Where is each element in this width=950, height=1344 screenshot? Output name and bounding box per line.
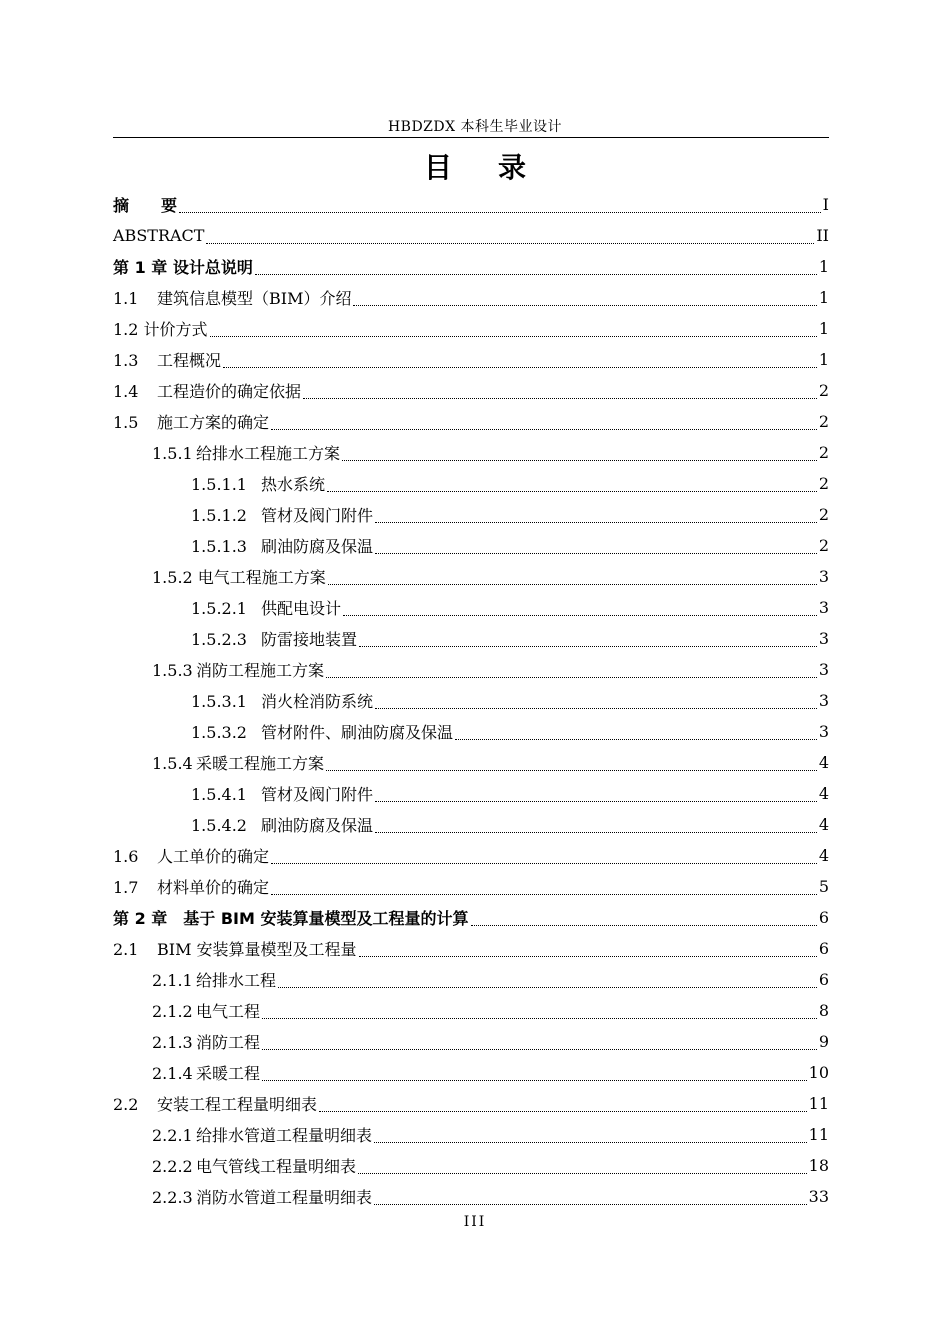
toc-entry-label: 给排水工程施工方案 [196,444,341,463]
running-header: HBDZDX 本科生毕业设计 [387,119,563,135]
dot-leader [455,729,817,740]
toc-entry-label: 工程造价的确定依据 [157,382,302,401]
toc-entry-page: 2 [818,536,829,555]
toc-entry-label: 消防水管道工程量明细表 [196,1188,373,1207]
toc-entry-page: 3 [818,567,829,586]
dot-leader [319,1101,807,1112]
toc-entry-label: 1.5.2 电气工程施工方案 [152,568,326,587]
toc-entry-number: 1.5.2.1 [191,599,247,618]
toc-entry-title [191,689,373,712]
toc-entry-title [152,441,340,464]
toc-entry-label: 消防工程 [196,1033,261,1052]
toc-entry-page: 1 [818,257,829,276]
dot-leader [210,326,817,337]
toc-entry-number: 1.5.4.2 [191,816,247,835]
toc-entry[interactable] [113,530,829,561]
toc-entry-label: 供配电设计 [261,599,342,618]
toc-entry-title [191,596,341,619]
toc-entry[interactable] [113,933,829,964]
toc-entry-title [113,348,221,371]
toc-entry-title [191,534,373,557]
dot-leader [271,419,817,430]
toc-entry-title [113,937,357,960]
toc-entry-label: 施工方案的确定 [157,413,270,432]
toc-entry-label: 1.2 计价方式 [113,320,208,339]
toc-entry[interactable] [113,809,829,840]
dot-leader [375,698,817,709]
toc-entry-number: 1.5.1.2 [191,506,247,525]
toc-entry[interactable] [113,1119,829,1150]
toc-entry-number: 1.5.3.2 [191,723,247,742]
toc-entry[interactable] [113,499,829,530]
toc-entry-page: 4 [818,846,829,865]
toc-entry-title [191,627,357,650]
toc-entry[interactable] [113,902,829,933]
toc-entry-title [191,503,373,526]
dot-leader [375,543,817,554]
page-title [0,146,950,186]
toc-entry-number: 1.5.4 [152,754,193,773]
toc-entry-number: 1.5.2.3 [191,630,247,649]
toc-entry-page: 5 [818,877,829,896]
toc-entry-page: 33 [808,1187,829,1206]
toc-entry-title [113,1092,317,1115]
toc-entry-number: 1.5.1 [152,444,193,463]
toc-entry-page: 6 [818,908,829,927]
toc-entry-title [152,1185,372,1208]
toc-entry-number: 1.5.1.1 [191,475,247,494]
toc-entry-title [152,658,324,681]
toc-entry-title [152,968,276,991]
toc-entry-page: 3 [818,691,829,710]
dot-leader [327,481,817,492]
toc-entry-page: 1 [818,319,829,338]
toc-entry[interactable] [113,778,829,809]
toc-entry-number: 1.6 [113,847,139,866]
dot-leader [326,760,817,771]
dot-leader [303,388,817,399]
toc-entry-page: 11 [808,1094,829,1113]
toc-entry-page: 4 [818,753,829,772]
toc-entry-number: 2.2.1 [152,1126,193,1145]
toc-entry[interactable] [113,964,829,995]
toc-entry-page: 11 [808,1125,829,1144]
toc-entry-label: 采暖工程施工方案 [196,754,325,773]
toc-entry-title [113,875,269,898]
dot-leader [358,1163,807,1174]
toc-entry-title [113,193,177,216]
toc-entry-title [191,813,373,836]
toc-entry-page: 1 [818,288,829,307]
toc-entry-title [113,286,351,309]
toc-entry[interactable] [113,840,829,871]
toc-entry-title [152,1154,356,1177]
toc-entry-title [152,1030,260,1053]
toc-entry-label: 刷油防腐及保温 [261,537,374,556]
toc-entry-label: 第 2 章 基于 BIM 安装算量模型及工程量的计算 [113,909,469,928]
toc-entry-page: 9 [818,1032,829,1051]
toc-entry-label: 工程概况 [157,351,222,370]
toc-entry[interactable] [113,1026,829,1057]
toc-entry-number: 1.5.4.1 [191,785,247,804]
toc-entry-page: 4 [818,784,829,803]
toc-entry-title [191,472,325,495]
toc-entry-page: II [816,226,829,245]
toc-entry-number: 1.1 [113,289,139,308]
toc-entry-number: 2.1.2 [152,1002,193,1021]
toc-entry[interactable] [113,220,829,251]
toc-entry[interactable] [113,189,829,220]
dot-leader [375,512,817,523]
toc-entry-label: 人工单价的确定 [157,847,270,866]
toc-entry[interactable] [113,747,829,778]
dot-leader [359,946,817,957]
toc-entry[interactable] [113,716,829,747]
toc-entry[interactable] [113,282,829,313]
dot-leader [255,264,817,275]
toc-entry[interactable] [113,561,829,592]
toc-entry[interactable] [113,375,829,406]
toc-entry-number: 2.2.2 [152,1157,193,1176]
toc-entry[interactable] [113,1181,829,1212]
toc-entry[interactable] [113,1057,829,1088]
toc-entry-title [113,379,301,402]
toc-entry-label: 采暖工程 [196,1064,261,1083]
toc-entry-title [113,844,269,867]
dot-leader [374,1194,807,1205]
toc-entry-number: 1.5 [113,413,139,432]
toc-entry-title [152,1061,260,1084]
toc-entry-number: 1.5.1.3 [191,537,247,556]
toc-entry-page: 3 [818,598,829,617]
dot-leader [471,915,817,926]
toc-entry-page: 3 [818,629,829,648]
toc-entry-page: 3 [818,722,829,741]
dot-leader [206,233,814,244]
dot-leader [326,667,817,678]
toc-entry-title [152,751,324,774]
toc-entry-number: 1.7 [113,878,139,897]
toc-entry-title [113,906,469,929]
toc-entry-page: 10 [808,1063,829,1082]
toc-entry-label: BIM 安装算量模型及工程量 [157,940,357,959]
toc-entry-label: 消火栓消防系统 [261,692,374,711]
toc-entry[interactable] [113,623,829,654]
page-number: III [463,1214,487,1230]
toc-entry-number: 2.2 [113,1095,139,1114]
dot-leader [353,295,816,306]
toc-entry-title [113,317,208,340]
toc-entry-label: 电气工程 [196,1002,261,1021]
toc-entry-page: 2 [818,505,829,524]
toc-entry-page: 6 [818,970,829,989]
toc-entry[interactable] [113,685,829,716]
toc-entry-label: ABSTRACT [113,226,205,245]
dot-leader [375,791,817,802]
toc-entry-page: 3 [818,660,829,679]
toc-entry-label: 给排水管道工程量明细表 [196,1126,373,1145]
toc-entry-label: 管材及阀门附件 [261,506,374,525]
dot-leader [262,1070,807,1081]
toc-entry-label: 管材附件、刷油防腐及保温 [261,723,454,742]
toc-entry-label: 材料单价的确定 [157,878,270,897]
toc-entry-page: 2 [818,443,829,462]
toc-entry-page: 2 [818,474,829,493]
toc-entry-title [191,720,453,743]
toc-entry-title [113,255,253,278]
toc-entry-title [191,782,373,805]
toc-entry-label: 热水系统 [261,475,326,494]
toc-entry[interactable] [113,995,829,1026]
toc-entry-number: 1.5.3.1 [191,692,247,711]
dot-leader [223,357,817,368]
toc-entry-title [113,410,269,433]
dot-leader [359,636,817,647]
toc-entry[interactable] [113,592,829,623]
toc-entry-title [152,565,326,588]
dot-leader [375,822,817,833]
dot-leader [343,605,817,616]
toc-entry-page: 2 [818,381,829,400]
toc-entry-title [152,1123,372,1146]
toc-entry[interactable] [113,313,829,344]
toc-entry-label: 管材及阀门附件 [261,785,374,804]
toc-entry-label: 电气管线工程量明细表 [196,1157,357,1176]
toc-entry-label: 摘 要 [113,196,178,215]
dot-leader [271,853,817,864]
toc-entry-label: 安装工程工程量明细表 [157,1095,318,1114]
toc-entry-number: 1.3 [113,351,139,370]
toc-entry-number: 2.1.3 [152,1033,193,1052]
toc-entry-page: 6 [818,939,829,958]
toc-entry-label: 防雷接地装置 [261,630,358,649]
toc-entry[interactable] [113,1150,829,1181]
toc-entry-label: 给排水工程 [196,971,277,990]
toc-entry-title [113,226,204,245]
toc-entry-number: 2.1.4 [152,1064,193,1083]
dot-leader [342,450,817,461]
toc-entry[interactable] [113,251,829,282]
table-of-contents [113,189,829,1212]
toc-entry-label: 建筑信息模型（BIM）介绍 [157,289,352,308]
toc-entry-page: 18 [808,1156,829,1175]
dot-leader [262,1039,817,1050]
toc-entry-number: 2.2.3 [152,1188,193,1207]
dot-leader [179,202,821,213]
toc-entry[interactable] [113,1088,829,1119]
header-rule [113,137,829,138]
toc-entry-number: 2.1 [113,940,139,959]
toc-entry-page: 8 [818,1001,829,1020]
dot-leader [328,574,817,585]
toc-entry[interactable] [113,468,829,499]
toc-entry-label: 刷油防腐及保温 [261,816,374,835]
toc-entry[interactable] [113,344,829,375]
toc-entry-page: 1 [818,350,829,369]
dot-leader [271,884,817,895]
dot-leader [278,977,817,988]
toc-entry-number: 1.5.3 [152,661,193,680]
toc-entry-page: I [822,195,829,214]
toc-entry-page: 2 [818,412,829,431]
toc-entry-number: 2.1.1 [152,971,193,990]
title-char-2: 录 [498,151,527,184]
toc-entry-label: 第 1 章 设计总说明 [113,258,253,277]
toc-entry-title [152,999,260,1022]
toc-entry[interactable] [113,871,829,902]
toc-entry-label: 消防工程施工方案 [196,661,325,680]
toc-entry-page: 4 [818,815,829,834]
toc-entry[interactable] [113,406,829,437]
title-char-1: 目 [423,151,452,184]
toc-entry-number: 1.4 [113,382,139,401]
dot-leader [374,1132,807,1143]
toc-entry[interactable] [113,437,829,468]
toc-entry[interactable] [113,654,829,685]
dot-leader [262,1008,817,1019]
